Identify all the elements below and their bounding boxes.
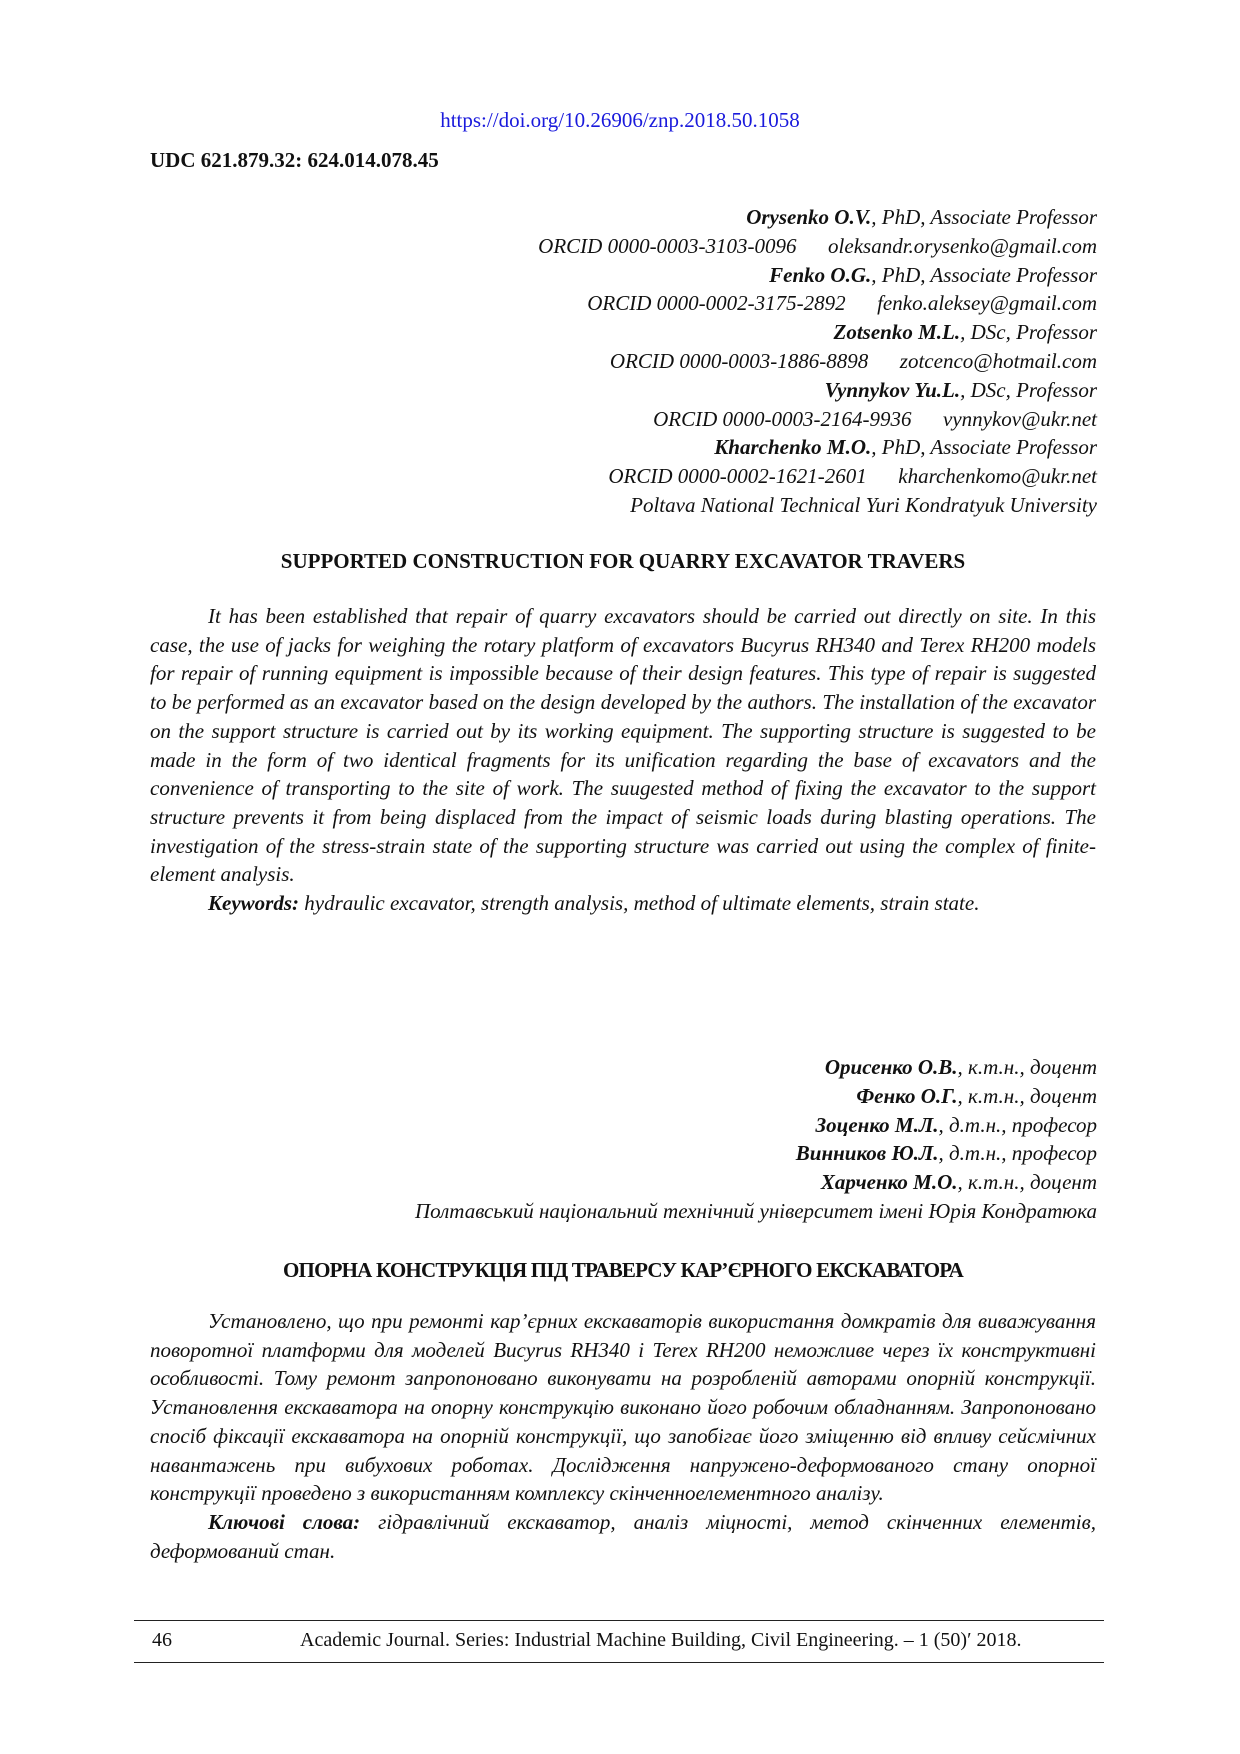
affiliation-ua: Полтавський національний технічний університет імені Юрія Кондратюка (414, 1198, 1097, 1223)
keywords-label: Ключові слова: (208, 1509, 361, 1534)
author-degree: , DSc, Professor (960, 320, 1097, 345)
author-degree: , к.т.н., доцент (957, 1055, 1097, 1079)
author-line (415, 1082, 1097, 1111)
footer-rule-bottom (134, 1662, 1104, 1663)
doi-link[interactable]: https://doi.org/10.26906/znp.2018.50.1058 (440, 108, 800, 132)
author-line (538, 376, 1097, 405)
abstract-text: Установлено, що при ремонті кар’єрних екскаваторів використання домкратів для виважування поворотної платформи для моделей Bucyrus RH340 і Terex RH200 неможливе через їх конструктивні особливості. Тому ремонт запропоновано виконувати на розробленій авторами опорній конструкції. Установлення екскаватора на опорну конструкцію виконано його робочим обладнанням. Запропоновано спосіб фіксації екскаватора на опорній конструкції, що запобігає його зміщенню від впливу сейсмічних навантажень при вибухових роботах. Дослідження напружено-деформованого стану опорної конструкції проведено з використанням комплексу скінченноелементного аналізу. (150, 1309, 1096, 1506)
author-contact (538, 289, 1097, 318)
author-line (538, 318, 1097, 347)
author-name: Orysenko O.V. (746, 205, 872, 229)
authors-ua (415, 1053, 1097, 1226)
footer-rule-top (134, 1620, 1104, 1621)
udc-code: UDC 621.879.32: 624.014.078.45 (150, 148, 439, 172)
author-name: Zotsenko M.L. (833, 320, 961, 345)
title-ua: ОПОРНА КОНСТРУКЦІЯ ПІД ТРАВЕРСУ КАР’ЄРНОГО ЕКСКАВАТОРА (283, 1258, 963, 1282)
email: zotcenco@hotmail.com (899, 348, 1097, 373)
abstract-text: It has been established that repair of quarry excavators should be carried out directly on site. In this case, the use of jacks for weighing the rotary platform of excavators Bucyrus RH340 and Terex RH200 models for repair of running equipment is impossible because of their design features. This type of repair is suggested to be performed as an excavator based on the design developed by the authors. The installation of the excavator on the support structure is carried out by its working equipment. The supporting structure is suggested to be made in the form of two identical fragments for its unification regarding the base of excavators and the convenience of transporting to the site of work. The suugested method of fixing the excavator to the support structure prevents it from being displaced from the impact of seismic loads during blasting operations. The investigation of the stress-strain state of the supporting structure was carried out using the complex of finite-element analysis. (150, 604, 1096, 887)
author-contact (538, 232, 1097, 261)
keywords-en (150, 889, 1096, 918)
author-degree: , к.т.н., доцент (957, 1170, 1097, 1195)
author-line (415, 1168, 1097, 1197)
email: oleksandr.orysenko@gmail.com (828, 233, 1097, 258)
author-degree: , д.т.н., професор (938, 1141, 1097, 1166)
author-degree: , PhD, Associate Professor (871, 262, 1097, 287)
journal-citation: Academic Journal. Series: Industrial Machine Building, Civil Engineering. – 1 (50)′ 2018. (300, 1629, 1022, 1651)
abstract-ua (150, 1307, 1096, 1565)
author-line (415, 1139, 1097, 1168)
orcid: ORCID 0000-0002-3175-2892 (587, 291, 846, 316)
author-name: Фенко О.Г. (856, 1083, 958, 1108)
keywords-label: Keywords: (208, 891, 299, 916)
author-line (415, 1111, 1097, 1140)
author-line (415, 1053, 1097, 1082)
title-en: SUPPORTED CONSTRUCTION FOR QUARRY EXCAVATOR TRAVERS (280, 549, 966, 573)
affiliation-en: Poltava National Technical Yuri Kondratyuk University (630, 492, 1097, 517)
author-degree: , д.т.н., професор (938, 1112, 1097, 1137)
author-name: Орисенко О.В. (824, 1055, 958, 1079)
author-contact (538, 347, 1097, 376)
author-degree: , PhD, Associate Professor (871, 435, 1097, 460)
author-name: Kharchenko M.O. (714, 435, 872, 460)
author-name: Винников Ю.Л. (795, 1141, 939, 1166)
author-contact (538, 405, 1097, 434)
author-name: Vynnykov Yu.L. (824, 377, 961, 402)
author-name: Харченко М.О. (820, 1170, 958, 1195)
author-name: Зоценко М.Л. (815, 1112, 939, 1137)
author-name: Fenko O.G. (769, 262, 872, 287)
email: kharchenkomo@ukr.net (898, 464, 1097, 489)
orcid: ORCID 0000-0002-1621-2601 (608, 464, 867, 489)
keywords-text: гідравлічний екскаватор, аналіз міцності, метод скінченних елементів, деформований стан. (150, 1509, 1096, 1563)
author-line (538, 261, 1097, 290)
email: vynnykov@ukr.net (943, 406, 1097, 431)
email: fenko.aleksey@gmail.com (877, 291, 1097, 316)
orcid: ORCID 0000-0003-3103-0096 (538, 233, 797, 258)
author-degree: , DSc, Professor (960, 377, 1097, 402)
author-contact (538, 462, 1097, 491)
author-degree: , PhD, Associate Professor (871, 205, 1097, 229)
author-line (538, 433, 1097, 462)
author-degree: , к.т.н., доцент (957, 1083, 1097, 1108)
authors-en (538, 203, 1097, 520)
author-line (538, 203, 1097, 232)
orcid: ORCID 0000-0003-1886-8898 (609, 348, 869, 373)
abstract-en (150, 602, 1096, 918)
keywords-ua (150, 1508, 1096, 1565)
orcid: ORCID 0000-0003-2164-9936 (653, 406, 912, 431)
keywords-text: hydraulic excavator, strength analysis, method of ultimate elements, strain state. (299, 891, 980, 916)
page-number: 46 (152, 1629, 172, 1651)
